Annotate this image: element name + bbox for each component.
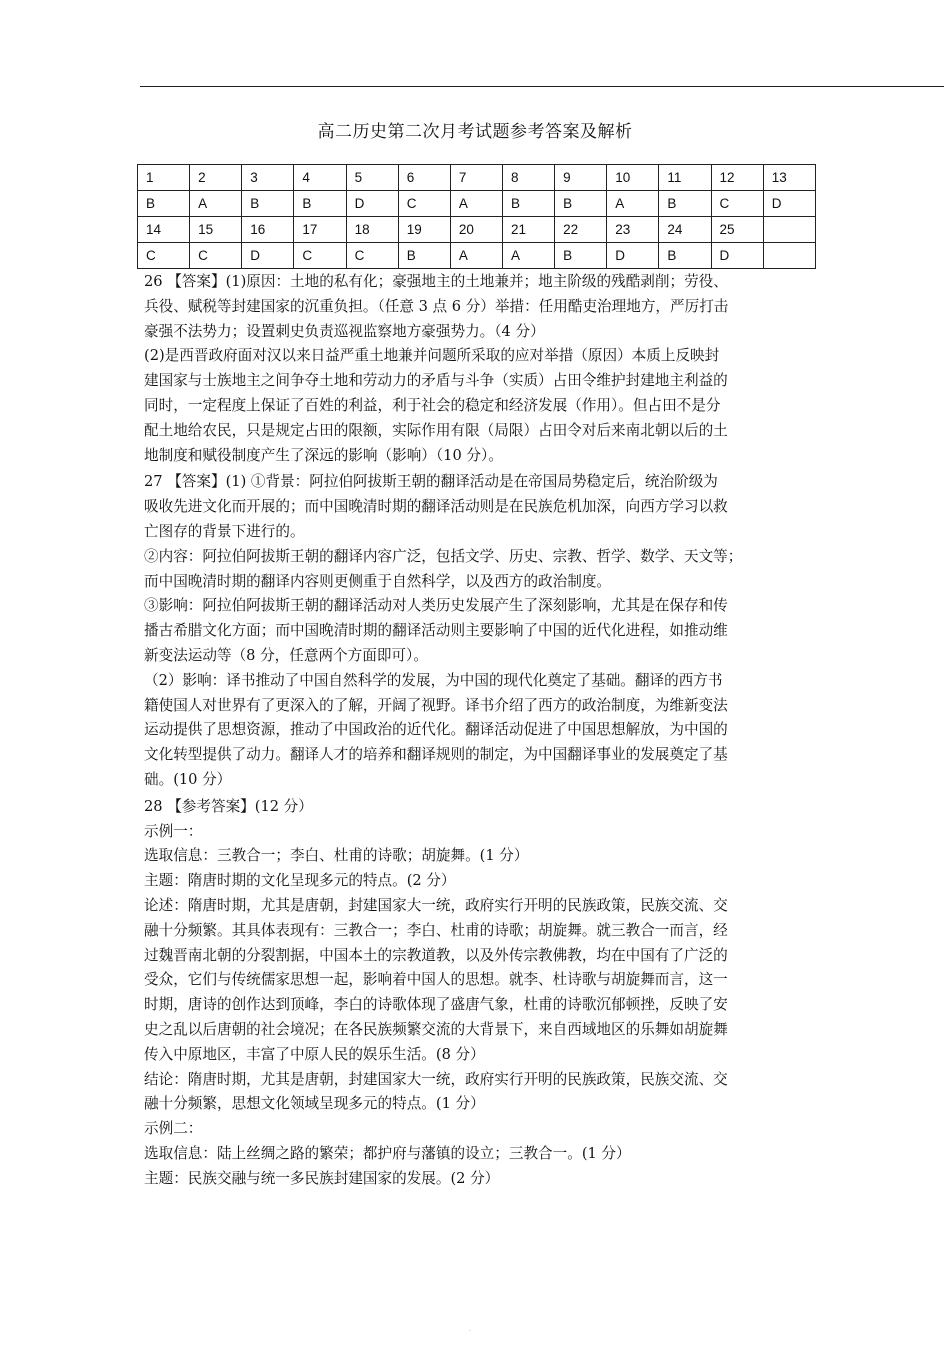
text-line: 史之乱以后唐朝的社会境况；在各民族频繁交流的大背景下，来自西域地区的乐舞如胡旋舞: [144, 1020, 728, 1038]
table-cell: B: [502, 191, 554, 217]
table-cell: B: [294, 191, 346, 217]
table-cell: 14: [138, 217, 190, 243]
text-line: 选取信息：陆上丝绸之路的繁荣；都护府与藩镇的设立；三教合一。(1 分）: [144, 1144, 631, 1162]
table-row: [138, 217, 816, 243]
table-cell: 11: [659, 165, 711, 191]
text-line: 配土地给农民，只是规定占田的限额，实际作用有限（局限）占田令对后来南北朝以后的土: [144, 421, 728, 439]
table-cell: 13: [763, 165, 815, 191]
page-title: 高二历史第二次月考试题参考答案及解析: [317, 122, 633, 142]
table-cell: A: [450, 191, 502, 217]
table-cell: A: [607, 191, 659, 217]
text-line: （2）影响：译书推动了中国自然科学的发展，为中国的现代化奠定了基础。翻译的西方书: [144, 671, 723, 689]
text-line: 26 【答案】(1)原因：土地的私有化；豪强地主的土地兼并；地主阶级的残酷剥削；劳役、: [144, 273, 728, 290]
table-cell: C: [294, 243, 346, 269]
table-cell: 12: [711, 165, 763, 191]
text-line: 新变法运动等（8 分，任意两个方面即可）。: [144, 646, 428, 664]
header-rule: [140, 86, 944, 87]
table-cell: 2: [190, 165, 242, 191]
text-line: 运动提供了思想资源，推动了中国政治的近代化。翻译活动促进了中国思想解放，为中国的: [144, 721, 728, 739]
table-cell: 5: [346, 165, 398, 191]
table-cell: 15: [190, 217, 242, 243]
text-line: 而中国晚清时期的翻译内容则更侧重于自然科学，以及西方的政治制度。: [144, 572, 612, 590]
text-line: 传入中原地区，丰富了中原人民的娱乐生活。(8 分）: [144, 1045, 485, 1063]
table-cell: C: [398, 191, 450, 217]
table-cell: 9: [555, 165, 607, 191]
question-27-answer: [144, 470, 818, 792]
table-cell: 24: [659, 217, 711, 243]
table-cell: 20: [450, 217, 502, 243]
table-cell: 25: [711, 217, 763, 243]
table-row: [138, 243, 816, 269]
table-cell: B: [555, 191, 607, 217]
question-26-answer: [144, 270, 818, 468]
text-line: 文化转型提供了动力。翻译人才的培养和翻译规则的制定，为中国翻译事业的发展奠定了基: [144, 746, 728, 764]
table-cell: B: [398, 243, 450, 269]
table-cell: 23: [607, 217, 659, 243]
answer-table: [137, 164, 816, 269]
text-line: 选取信息：三教合一；李白、杜甫的诗歌；胡旋舞。(1 分）: [144, 847, 529, 865]
table-cell: D: [763, 191, 815, 217]
page-footer-mark: .: [469, 1326, 471, 1333]
table-cell: A: [450, 243, 502, 269]
table-cell: 7: [450, 165, 502, 191]
table-cell: [763, 243, 815, 269]
text-line: 示例一：: [144, 822, 203, 840]
table-row: [138, 165, 816, 191]
text-line: 论述：隋唐时期，尤其是唐朝，封建国家大一统，政府实行开明的民族政策，民族交流、交: [144, 896, 728, 914]
text-line: 受众，它们与传统儒家思想一起，影响着中国人的思想。就李、杜诗歌与胡旋舞而言，这一: [144, 971, 728, 989]
text-line: 融十分频繁。其具体表现有：三教合一；李白、杜甫的诗歌；胡旋舞。就三教合一而言，经: [144, 921, 728, 939]
table-cell: D: [711, 243, 763, 269]
table-cell: D: [607, 243, 659, 269]
table-cell: 21: [502, 217, 554, 243]
table-cell: B: [555, 243, 607, 269]
text-line: 融十分频繁，思想文化领域呈现多元的特点。(1 分）: [144, 1095, 485, 1113]
text-line: 27 【答案】(1) ①背景：阿拉伯阿拔斯王朝的翻译活动是在帝国局势稳定后，统治阶级为: [144, 473, 718, 491]
table-cell: 18: [346, 217, 398, 243]
table-cell: 16: [242, 217, 294, 243]
table-cell: B: [138, 191, 190, 217]
table-cell: 1: [138, 165, 190, 191]
table-cell: 19: [398, 217, 450, 243]
table-cell: C: [138, 243, 190, 269]
text-line: 地制度和赋役制度产生了深远的影响（影响）（10 分）。: [144, 446, 503, 464]
text-line: 吸收先进文化而开展的；而中国晚清时期的翻译活动则是在民族危机加深，向西方学习以救: [144, 498, 728, 516]
text-line: 过魏晋南北朝的分裂割据，中国本土的宗教道教，以及外传宗教佛教，均在中国有了广泛的: [144, 946, 728, 964]
text-line: 示例二：: [144, 1120, 203, 1138]
table-cell: B: [659, 243, 711, 269]
text-line: ③影响：阿拉伯阿拔斯王朝的翻译活动对人类历史发展产生了深刻影响，尤其是在保存和传: [144, 597, 728, 615]
table-cell: 17: [294, 217, 346, 243]
table-cell: A: [190, 191, 242, 217]
text-line: 同时，一定程度上保证了百姓的利益，利于社会的稳定和经济发展（作用）。但占田不是分: [144, 396, 721, 414]
text-line: 28 【参考答案】(12 分）: [144, 797, 313, 815]
table-cell: D: [346, 191, 398, 217]
table-cell: C: [190, 243, 242, 269]
table-row: [138, 191, 816, 217]
table-cell: B: [659, 191, 711, 217]
text-line: 籍使国人对世界有了更深入的了解，开阔了视野。译书介绍了西方的政治制度，为维新变法: [144, 696, 728, 714]
table-cell: 4: [294, 165, 346, 191]
text-line: 兵役、赋税等封建国家的沉重负担。（任意 3 点 6 分）举措：任用酷吏治理地方，严厉打击: [144, 297, 729, 315]
table-cell: C: [711, 191, 763, 217]
text-line: (2)是西晋政府面对汉以来日益严重土地兼并问题所采取的应对举措（原因）本质上反映封: [144, 347, 720, 365]
text-line: 主题：民族交融与统一多民族封建国家的发展。(2 分）: [144, 1169, 500, 1187]
text-line: 建国家与士族地主之间争夺土地和劳动力的矛盾与斗争（实质）占田令维护封建地主利益的: [144, 372, 728, 390]
question-28-answer: [144, 795, 818, 1192]
text-line: 础。(10 分）: [144, 770, 232, 788]
table-cell: 22: [555, 217, 607, 243]
table-cell: [763, 217, 815, 243]
text-line: 豪强不法势力；设置刺史负责巡视监察地方豪强势力。（4 分）: [144, 322, 545, 340]
table-cell: 8: [502, 165, 554, 191]
table-cell: 6: [398, 165, 450, 191]
text-line: 主题：隋唐时期的文化呈现多元的特点。(2 分）: [144, 872, 456, 890]
text-line: 时期，唐诗的创作达到顶峰，李白的诗歌体现了盛唐气象，杜甫的诗歌沉郁顿挫，反映了安: [144, 996, 728, 1014]
table-cell: B: [242, 191, 294, 217]
text-line: 亡图存的背景下进行的。: [144, 522, 305, 540]
table-cell: D: [242, 243, 294, 269]
table-cell: C: [346, 243, 398, 269]
text-line: ②内容：阿拉伯阿拔斯王朝的翻译内容广泛，包括文学、历史、宗教、哲学、数学、天文等；: [144, 547, 743, 565]
text-line: 播古希腊文化方面；而中国晚清时期的翻译活动则主要影响了中国的近代化进程，如推动维: [144, 622, 728, 640]
text-line: 结论：隋唐时期，尤其是唐朝，封建国家大一统，政府实行开明的民族政策，民族交流、交: [144, 1070, 728, 1088]
table-cell: 10: [607, 165, 659, 191]
table-cell: A: [502, 243, 554, 269]
table-cell: 3: [242, 165, 294, 191]
answer-explanations: [144, 270, 818, 1191]
